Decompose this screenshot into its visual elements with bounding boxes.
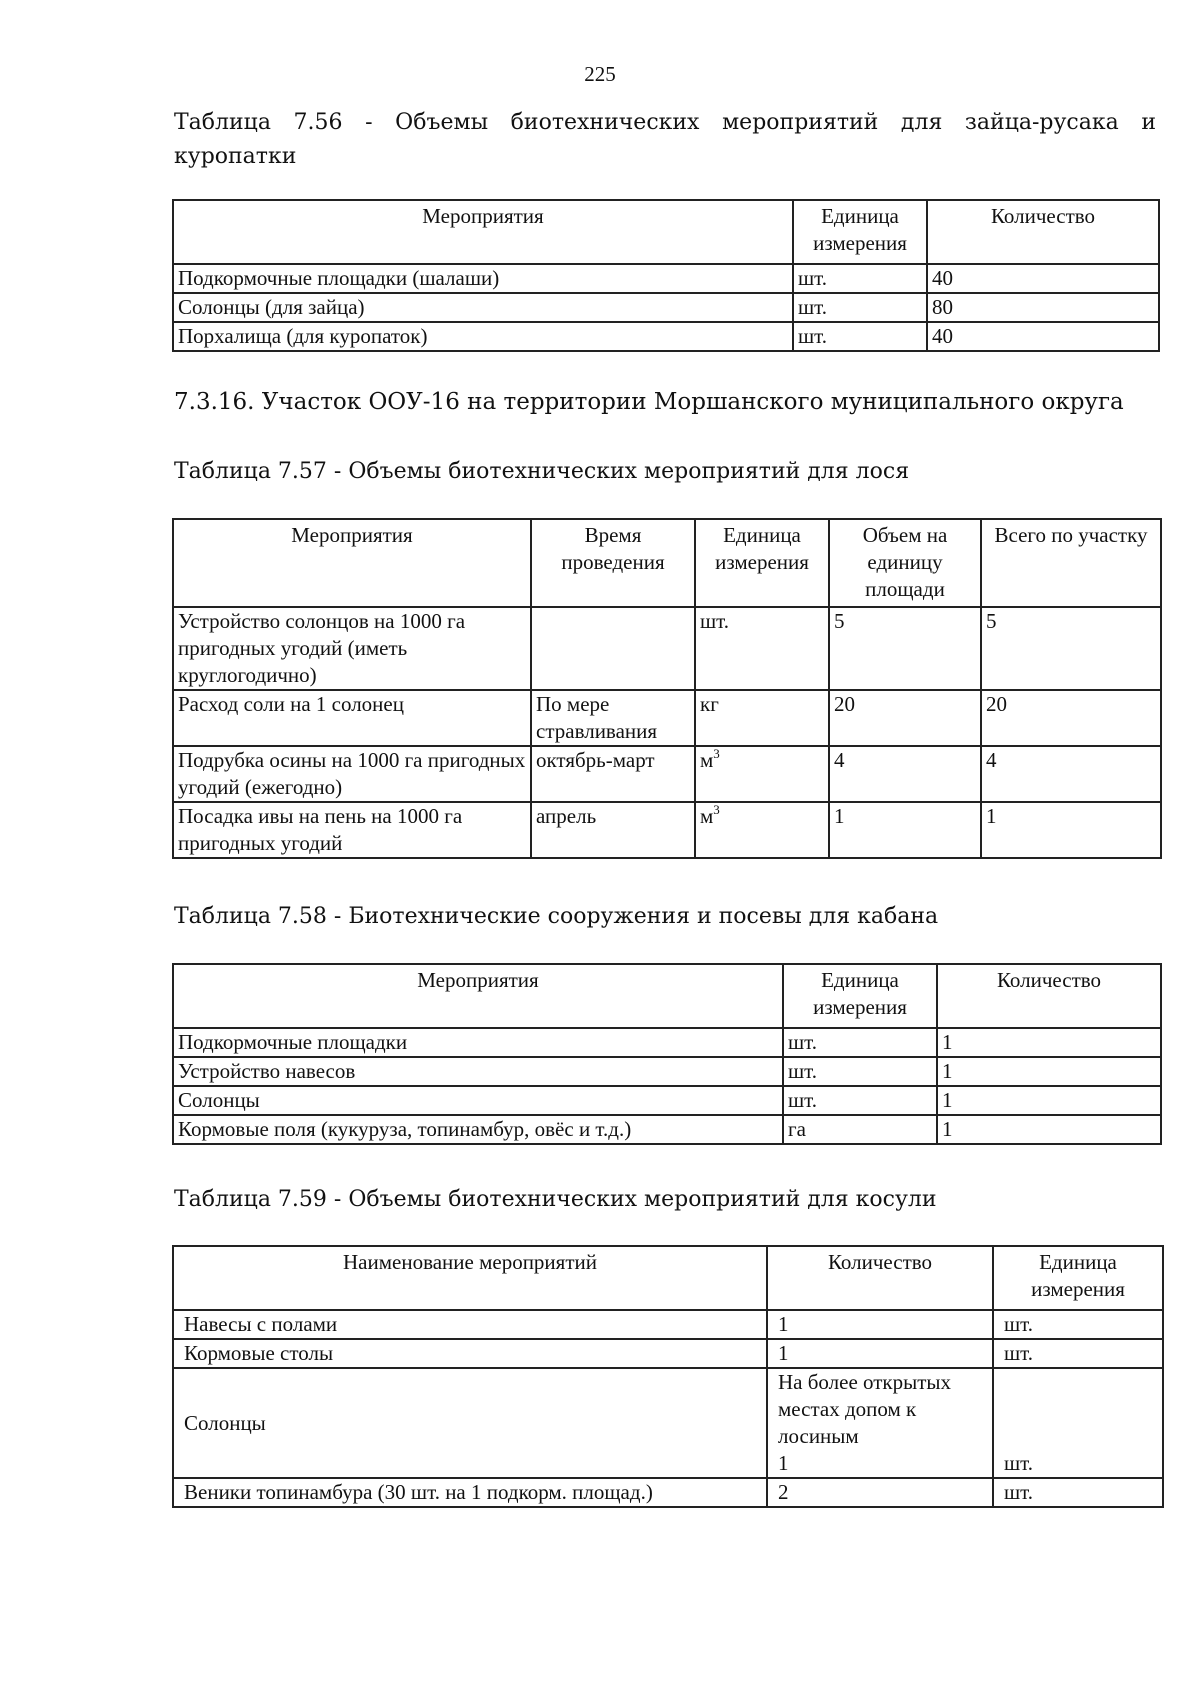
table-cell: Устройство навесов <box>173 1057 783 1086</box>
table-cell: 1 <box>937 1028 1161 1057</box>
table-row <box>173 1028 1161 1057</box>
table-caption-7-57: Таблица 7.57 - Объемы биотехнических мероприятий для лося <box>174 459 910 484</box>
table-cell: Посадка ивы на пень на 1000 га пригодных угодий <box>173 802 531 858</box>
table-cell: 5 <box>981 607 1161 690</box>
table-row <box>173 293 1159 322</box>
cell-value: 1 <box>778 1451 789 1475</box>
column-header: Единица измерения <box>793 200 927 264</box>
table-cell: 5 <box>829 607 981 690</box>
table-cell <box>695 746 829 802</box>
table-cell: 20 <box>829 690 981 746</box>
table-cell: Устройство солонцов на 1000 га пригодных угодий (иметь круглогодично) <box>173 607 531 690</box>
table-cell: Солонцы <box>173 1368 767 1478</box>
table-cell: шт. <box>793 264 927 293</box>
table-cell: шт. <box>783 1028 937 1057</box>
table-7-57 <box>172 518 1162 859</box>
table-row <box>173 1368 1163 1478</box>
column-header: Время проведения <box>531 519 695 607</box>
table-7-59 <box>172 1245 1164 1508</box>
table-cell: 1 <box>981 802 1161 858</box>
table-cell: 1 <box>767 1310 993 1339</box>
column-header: Наименование мероприятий <box>173 1246 767 1310</box>
table-row <box>173 1115 1161 1144</box>
table-cell: Кормовые столы <box>173 1339 767 1368</box>
table-row <box>173 1057 1161 1086</box>
table-cell: Подкормочные площадки (шалаши) <box>173 264 793 293</box>
table-cell <box>531 607 695 690</box>
table-cell: шт. <box>993 1339 1163 1368</box>
table-row <box>173 322 1159 351</box>
table-cell <box>695 802 829 858</box>
cell-note: На более открытых местах допом к лосиным <box>778 1370 952 1448</box>
table-row <box>173 746 1161 802</box>
table-cell: 80 <box>927 293 1159 322</box>
unit-superscript: 3 <box>713 746 720 761</box>
table-cell: 20 <box>981 690 1161 746</box>
table-cell: 1 <box>829 802 981 858</box>
table-cell: шт. <box>783 1057 937 1086</box>
column-header: Количество <box>937 964 1161 1028</box>
table-cell: Солонцы <box>173 1086 783 1115</box>
table-row <box>173 607 1161 690</box>
table-cell <box>767 1368 993 1478</box>
table-7-58 <box>172 963 1162 1145</box>
table-row <box>173 690 1161 746</box>
table-row <box>173 264 1159 293</box>
table-cell: Подкормочные площадки <box>173 1028 783 1057</box>
table-cell: 40 <box>927 264 1159 293</box>
table-cell: 4 <box>981 746 1161 802</box>
table-header-row <box>173 200 1159 264</box>
table-cell: га <box>783 1115 937 1144</box>
column-header: Количество <box>767 1246 993 1310</box>
column-header: Единица измерения <box>993 1246 1163 1310</box>
table-cell: Порхалища (для куропаток) <box>173 322 793 351</box>
table-cell: Кормовые поля (кукуруза, топинамбур, овёс и т.д.) <box>173 1115 783 1144</box>
table-cell: шт. <box>993 1478 1163 1507</box>
table-caption-7-58: Таблица 7.58 - Биотехнические сооружения и посевы для кабана <box>174 904 939 929</box>
column-header: Объем на единицу площади <box>829 519 981 607</box>
table-cell: 1 <box>937 1057 1161 1086</box>
column-header: Единица измерения <box>695 519 829 607</box>
table-cell: шт. <box>993 1368 1163 1478</box>
table-cell: Подрубка осины на 1000 га пригодных угодий (ежегодно) <box>173 746 531 802</box>
table-row <box>173 1086 1161 1115</box>
table-cell: 40 <box>927 322 1159 351</box>
table-row <box>173 1478 1163 1507</box>
table-cell: 2 <box>767 1478 993 1507</box>
table-cell: октябрь-март <box>531 746 695 802</box>
table-cell: шт. <box>793 322 927 351</box>
table-caption-7-59: Таблица 7.59 - Объемы биотехнических мероприятий для косули <box>174 1187 937 1212</box>
column-header: Мероприятия <box>173 200 793 264</box>
column-header: Мероприятия <box>173 519 531 607</box>
table-row <box>173 1310 1163 1339</box>
table-cell: Солонцы (для зайца) <box>173 293 793 322</box>
table-cell: шт. <box>695 607 829 690</box>
section-heading: 7.3.16. Участок ООУ-16 на территории Моршанского муниципального округа <box>174 389 1124 415</box>
table-header-row <box>173 964 1161 1028</box>
table-cell: Расход соли на 1 солонец <box>173 690 531 746</box>
unit-text: м <box>700 804 714 828</box>
table-cell: Навесы с полами <box>173 1310 767 1339</box>
table-caption-7-56: Таблица 7.56 - Объемы биотехнических мероприятий для зайца-русака и куропатки <box>174 110 1156 169</box>
table-cell: По мере стравливания <box>531 690 695 746</box>
page-number: 225 <box>584 62 616 86</box>
column-header: Единица измерения <box>783 964 937 1028</box>
table-cell: 1 <box>937 1086 1161 1115</box>
table-cell: 1 <box>767 1339 993 1368</box>
column-header: Мероприятия <box>173 964 783 1028</box>
table-cell: 1 <box>937 1115 1161 1144</box>
table-header-row <box>173 1246 1163 1310</box>
column-header: Всего по участку <box>981 519 1161 607</box>
table-cell: шт. <box>993 1310 1163 1339</box>
table-cell: кг <box>695 690 829 746</box>
table-row <box>173 1339 1163 1368</box>
unit-superscript: 3 <box>713 802 720 817</box>
column-header: Количество <box>927 200 1159 264</box>
table-7-56 <box>172 199 1160 352</box>
table-cell: шт. <box>783 1086 937 1115</box>
table-cell: шт. <box>793 293 927 322</box>
table-header-row <box>173 519 1161 607</box>
table-cell: апрель <box>531 802 695 858</box>
unit-text: м <box>700 748 714 772</box>
table-cell: Веники топинамбура (30 шт. на 1 подкорм. площад.) <box>173 1478 767 1507</box>
table-cell: 4 <box>829 746 981 802</box>
table-row <box>173 802 1161 858</box>
